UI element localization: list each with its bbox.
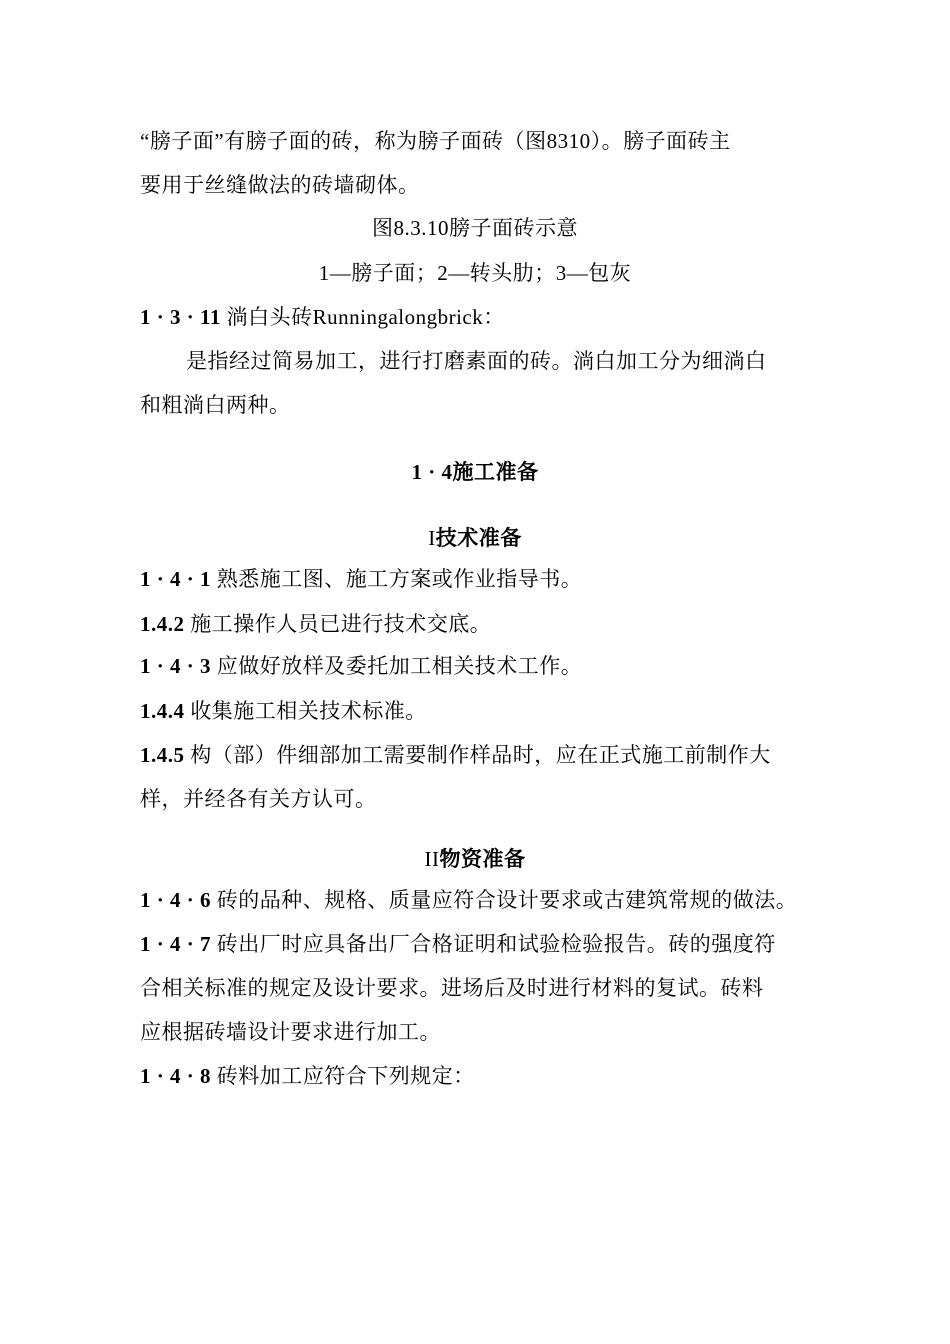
section-title: 施工准备 [452,460,539,484]
clause-number: 1 · 3 · 11 [140,305,221,329]
clause-number: 1.4.5 [140,743,185,767]
clause-number: 1 · 4 · 1 [140,567,212,591]
paragraph-line: 合相关标准的规定及设计要求。进场后及时进行材料的复试。砖料 [140,976,764,1000]
clause-text: 施工操作人员已进行技术交底。 [190,612,492,636]
clause-text: 砖的品种、规格、质量应符合设计要求或古建筑常规的做法。 [216,888,798,912]
section-heading [0,458,950,486]
clause-1-4-3 [140,652,582,680]
clause-1-4-6 [140,886,797,914]
clause-1-3-11 [140,303,505,331]
clause-1-4-7 [140,930,776,958]
figure-legend: 1—膀子面；2—转头肋；3—包灰 [318,261,632,285]
clause-number: 1 · 4 · 8 [140,1064,212,1088]
subsection-roman: II [424,847,440,871]
clause-number: 1.4.4 [140,699,185,723]
subsection-heading [0,845,950,873]
paragraph-line: 要用于丝缝做法的砖墙砌体。 [140,173,420,197]
clause-text: 熟悉施工图、施工方案或作业指导书。 [216,567,583,591]
clause-1-4-4 [140,697,427,725]
paragraph-line: 应根据砖墙设计要求进行加工。 [140,1020,441,1044]
clause-number: 1.4.2 [140,612,185,636]
subsection-heading [0,524,950,552]
clause-text: 应做好放样及委托加工相关技术工作。 [216,654,583,678]
clause-text: 砖料加工应符合下列规定： [216,1064,475,1088]
clause-1-4-2 [140,610,491,638]
paragraph-line: 样，并经各有关方认可。 [140,787,377,811]
clause-number: 1 · 4 · 7 [140,932,212,956]
paragraph-line: 是指经过简易加工，进行打磨素面的砖。淌白加工分为细淌白 [186,349,767,373]
paragraph-line: “膀子面”有膀子面的砖，称为膀子面砖（图8310）。膀子面砖主 [140,129,731,153]
subsection-title: 物资准备 [439,847,526,871]
paragraph-line: 和粗淌白两种。 [140,393,291,417]
clause-text: 砖出厂时应具备出厂合格证明和试验检验报告。砖的强度符 [216,932,776,956]
subsection-title: 技术准备 [435,526,522,550]
clause-number: 1 · 4 · 3 [140,654,212,678]
figure-caption: 图8.3.10膀子面砖示意 [372,216,578,240]
section-number: 1 · 4 [411,460,453,484]
clause-number: 1 · 4 · 6 [140,888,212,912]
clause-text: 淌白头砖Runningalongbrick： [226,305,505,329]
clause-1-4-1 [140,565,582,593]
subsection-roman: I [428,526,436,550]
clause-text: 构（部）件细部加工需要制作样品时，应在正式施工前制作大 [190,743,771,767]
clause-1-4-8 [140,1062,475,1090]
clause-1-4-5 [140,741,771,769]
clause-text: 收集施工相关技术标准。 [190,699,427,723]
